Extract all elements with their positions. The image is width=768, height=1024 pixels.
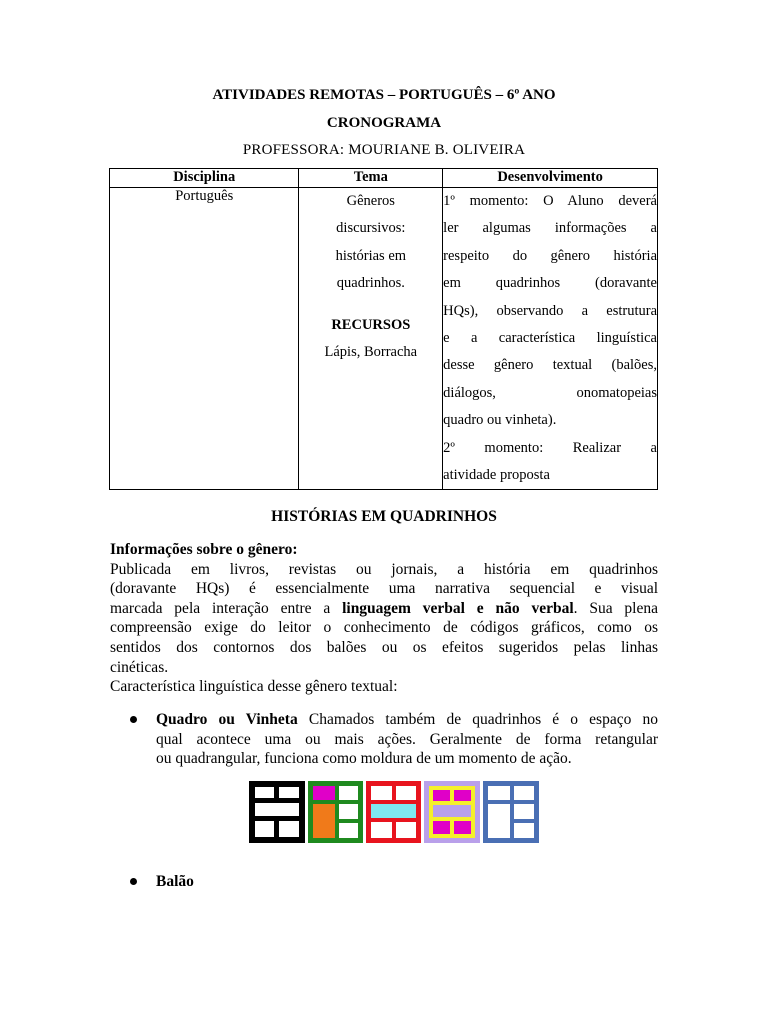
bullet-text: Chamados também de quadrinhos é o espaço no (297, 711, 658, 728)
dev-line: 2º momento: Realizar a (443, 439, 657, 456)
paragraph-line: Publicada em livros, revistas ou jornais, a história em quadrinhos (110, 560, 658, 578)
cell-desenvolvimento (443, 188, 658, 490)
paragraph-text: . Sua plena (573, 599, 658, 617)
paragraph-line (110, 599, 658, 619)
info-section (110, 540, 658, 697)
table-row (110, 188, 658, 490)
panel-layout-lavender (424, 781, 480, 843)
info-paragraph (110, 560, 658, 678)
paragraph-line: compreensão exige do leitor o conhecimento de códigos gráficos, como os (110, 619, 658, 637)
bullet-term: Balão (156, 873, 194, 890)
bullet-quadro (130, 710, 658, 769)
panel-layout-black (249, 781, 305, 843)
comic-panel-examples (249, 781, 539, 843)
dev-line: HQs), observando a estrutura (443, 302, 657, 319)
tema-line: discursivos: (336, 220, 406, 237)
document-title: ATIVIDADES REMOTAS – PORTUGUÊS – 6º ANO (212, 87, 556, 103)
dev-line: em quadrinhos (doravante (443, 275, 657, 292)
cell-tema (299, 188, 443, 490)
dev-line: ler algumas informações a (443, 220, 657, 237)
tema-line: histórias em (335, 247, 407, 264)
paragraph-line: (doravante HQs) é essencialmente uma narrativa sequencial e visual (110, 580, 658, 598)
bullet-term: Quadro ou Vinheta (156, 711, 298, 728)
recursos-label: RECURSOS (331, 316, 411, 333)
dev-line: diálogos, onomatopeias (443, 384, 657, 401)
panel-layout-red (366, 781, 421, 843)
header-desenvolvimento: Desenvolvimento (443, 169, 658, 188)
paragraph-line: cinéticas. (110, 658, 169, 676)
section-title: HISTÓRIAS EM QUADRINHOS (271, 508, 497, 525)
dev-line: atividade proposta (443, 467, 550, 484)
cell-disciplina: Português (110, 188, 299, 490)
paragraph-line: sentidos dos contornos dos balões ou os efeitos sugeridos pelas linhas (110, 638, 658, 656)
tema-line: Gêneros (346, 193, 395, 209)
panel-layout-steel (483, 781, 539, 843)
dev-line: quadro ou vinheta). (443, 412, 557, 429)
tema-line: quadrinhos. (336, 275, 405, 292)
dev-line: respeito do gênero história (443, 247, 657, 264)
bullet-text: qual acontece uma ou mais ações. Geralmente de forma retangular (156, 730, 658, 748)
info-heading: Informações sobre o gênero: (110, 541, 298, 558)
schedule-table (109, 168, 658, 490)
emphasis-text: linguagem verbal e não verbal (342, 599, 574, 617)
bullet-balao (130, 872, 658, 892)
bullet-text: ou quadrangular, funciona como moldura de um momento de ação. (156, 750, 572, 768)
document-subtitle: CRONOGRAMA (326, 115, 442, 131)
paragraph-text: marcada pela interação entre a (110, 599, 343, 617)
recursos-value: Lápis, Borracha (324, 344, 418, 361)
bullet-dot (130, 878, 137, 885)
dev-line: desse gênero textual (balões, (443, 357, 657, 374)
header-tema: Tema (299, 169, 443, 188)
dev-line: e a característica linguística (443, 330, 657, 347)
table-header-row (110, 169, 658, 188)
header-disciplina: Disciplina (110, 169, 299, 188)
panel-layouts-figure (249, 781, 539, 843)
teacher-name: PROFESSORA: MOURIANE B. OLIVEIRA (242, 142, 526, 158)
bullet-dot (130, 716, 137, 723)
dev-line: 1º momento: O Aluno deverá (443, 193, 657, 209)
caracteristica-heading: Característica linguística desse gênero textual: (110, 678, 398, 696)
panel-layout-green (308, 781, 363, 843)
